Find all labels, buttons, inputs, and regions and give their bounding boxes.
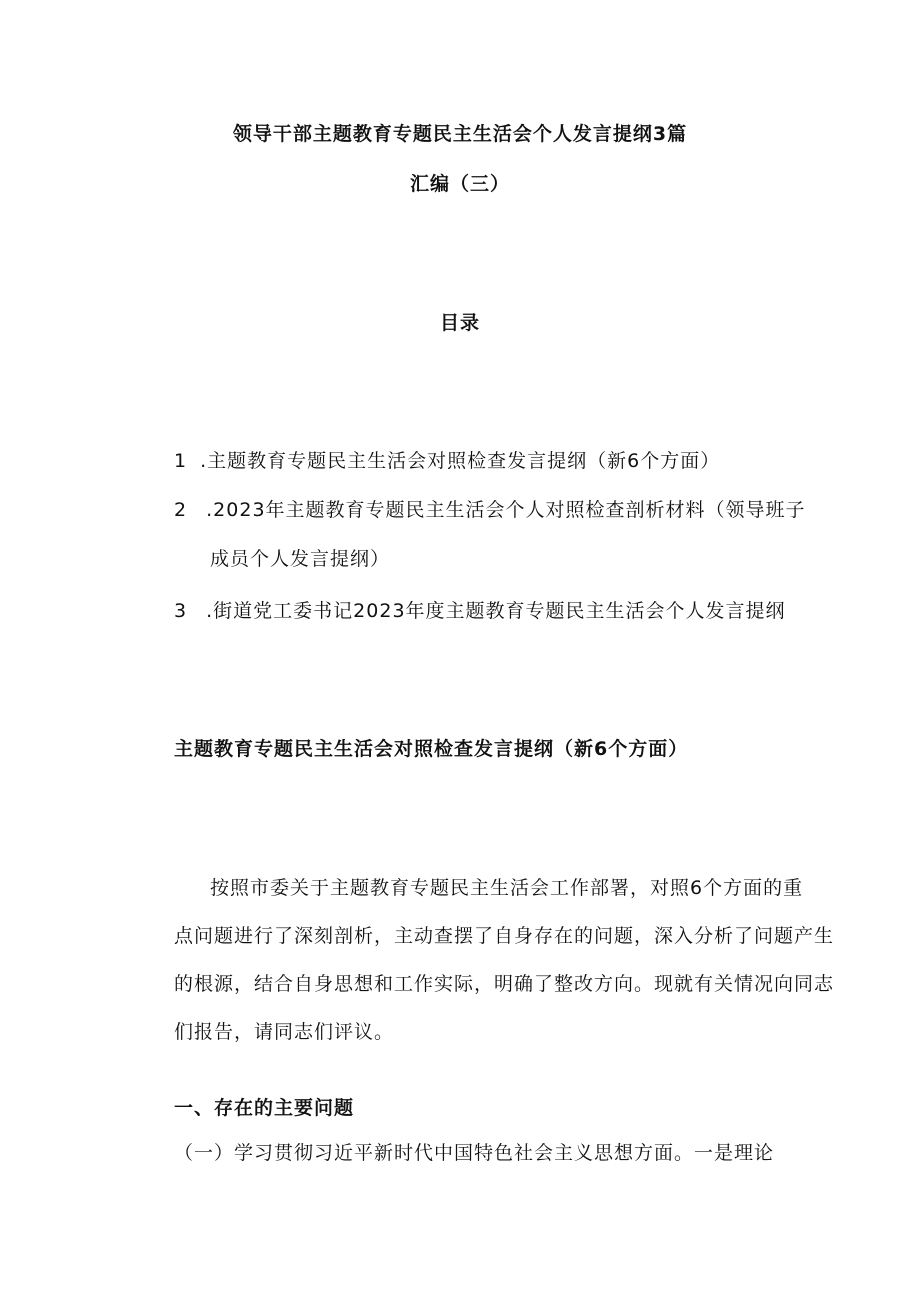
article-title: 主题教育专题民主生活会对照检查发言提纲（新6个方面） <box>174 738 689 760</box>
toc-item-text: .2023年主题教育专题民主生活会个人对照检查剖析材料（领导班子 <box>206 499 806 521</box>
paragraph-line: 按照市委关于主题教育专题民主生活会工作部署，对照6个方面的重 <box>210 877 804 899</box>
toc-heading: 目录 <box>439 312 480 334</box>
document-title-line1: 领导干部主题教育专题民主生活会个人发言提纲3篇 <box>232 123 688 145</box>
toc-item-2[interactable] <box>174 498 806 522</box>
toc-item-number: 3 <box>174 600 188 622</box>
section-heading: 一、存在的主要问题 <box>174 1097 355 1119</box>
toc-item-3[interactable] <box>174 599 786 623</box>
toc-item-2-continuation: 成员个人发言提纲） <box>210 548 391 570</box>
paragraph-line: 们报告，请同志们评议。 <box>174 1021 395 1043</box>
toc-item-text: .街道党工委书记2023年度主题教育专题民主生活会个人发言提纲 <box>206 600 786 622</box>
toc-item-1[interactable] <box>174 449 720 473</box>
paragraph-line: 点问题进行了深刻剖析，主动查摆了自身存在的问题，深入分析了问题产生 <box>174 925 835 947</box>
document-title-line2: 汇编（三） <box>409 173 510 195</box>
toc-item-text: .主题教育专题民主生活会对照检查发言提纲（新6个方面） <box>200 450 721 472</box>
toc-item-number: 2 <box>174 499 188 521</box>
paragraph-line: 的根源，结合自身思想和工作实际，明确了整改方向。现就有关情况向同志 <box>174 973 835 995</box>
toc-item-number: 1 <box>174 450 188 472</box>
subsection-line: （一）学习贯彻习近平新时代中国特色社会主义思想方面。一是理论 <box>174 1142 775 1164</box>
